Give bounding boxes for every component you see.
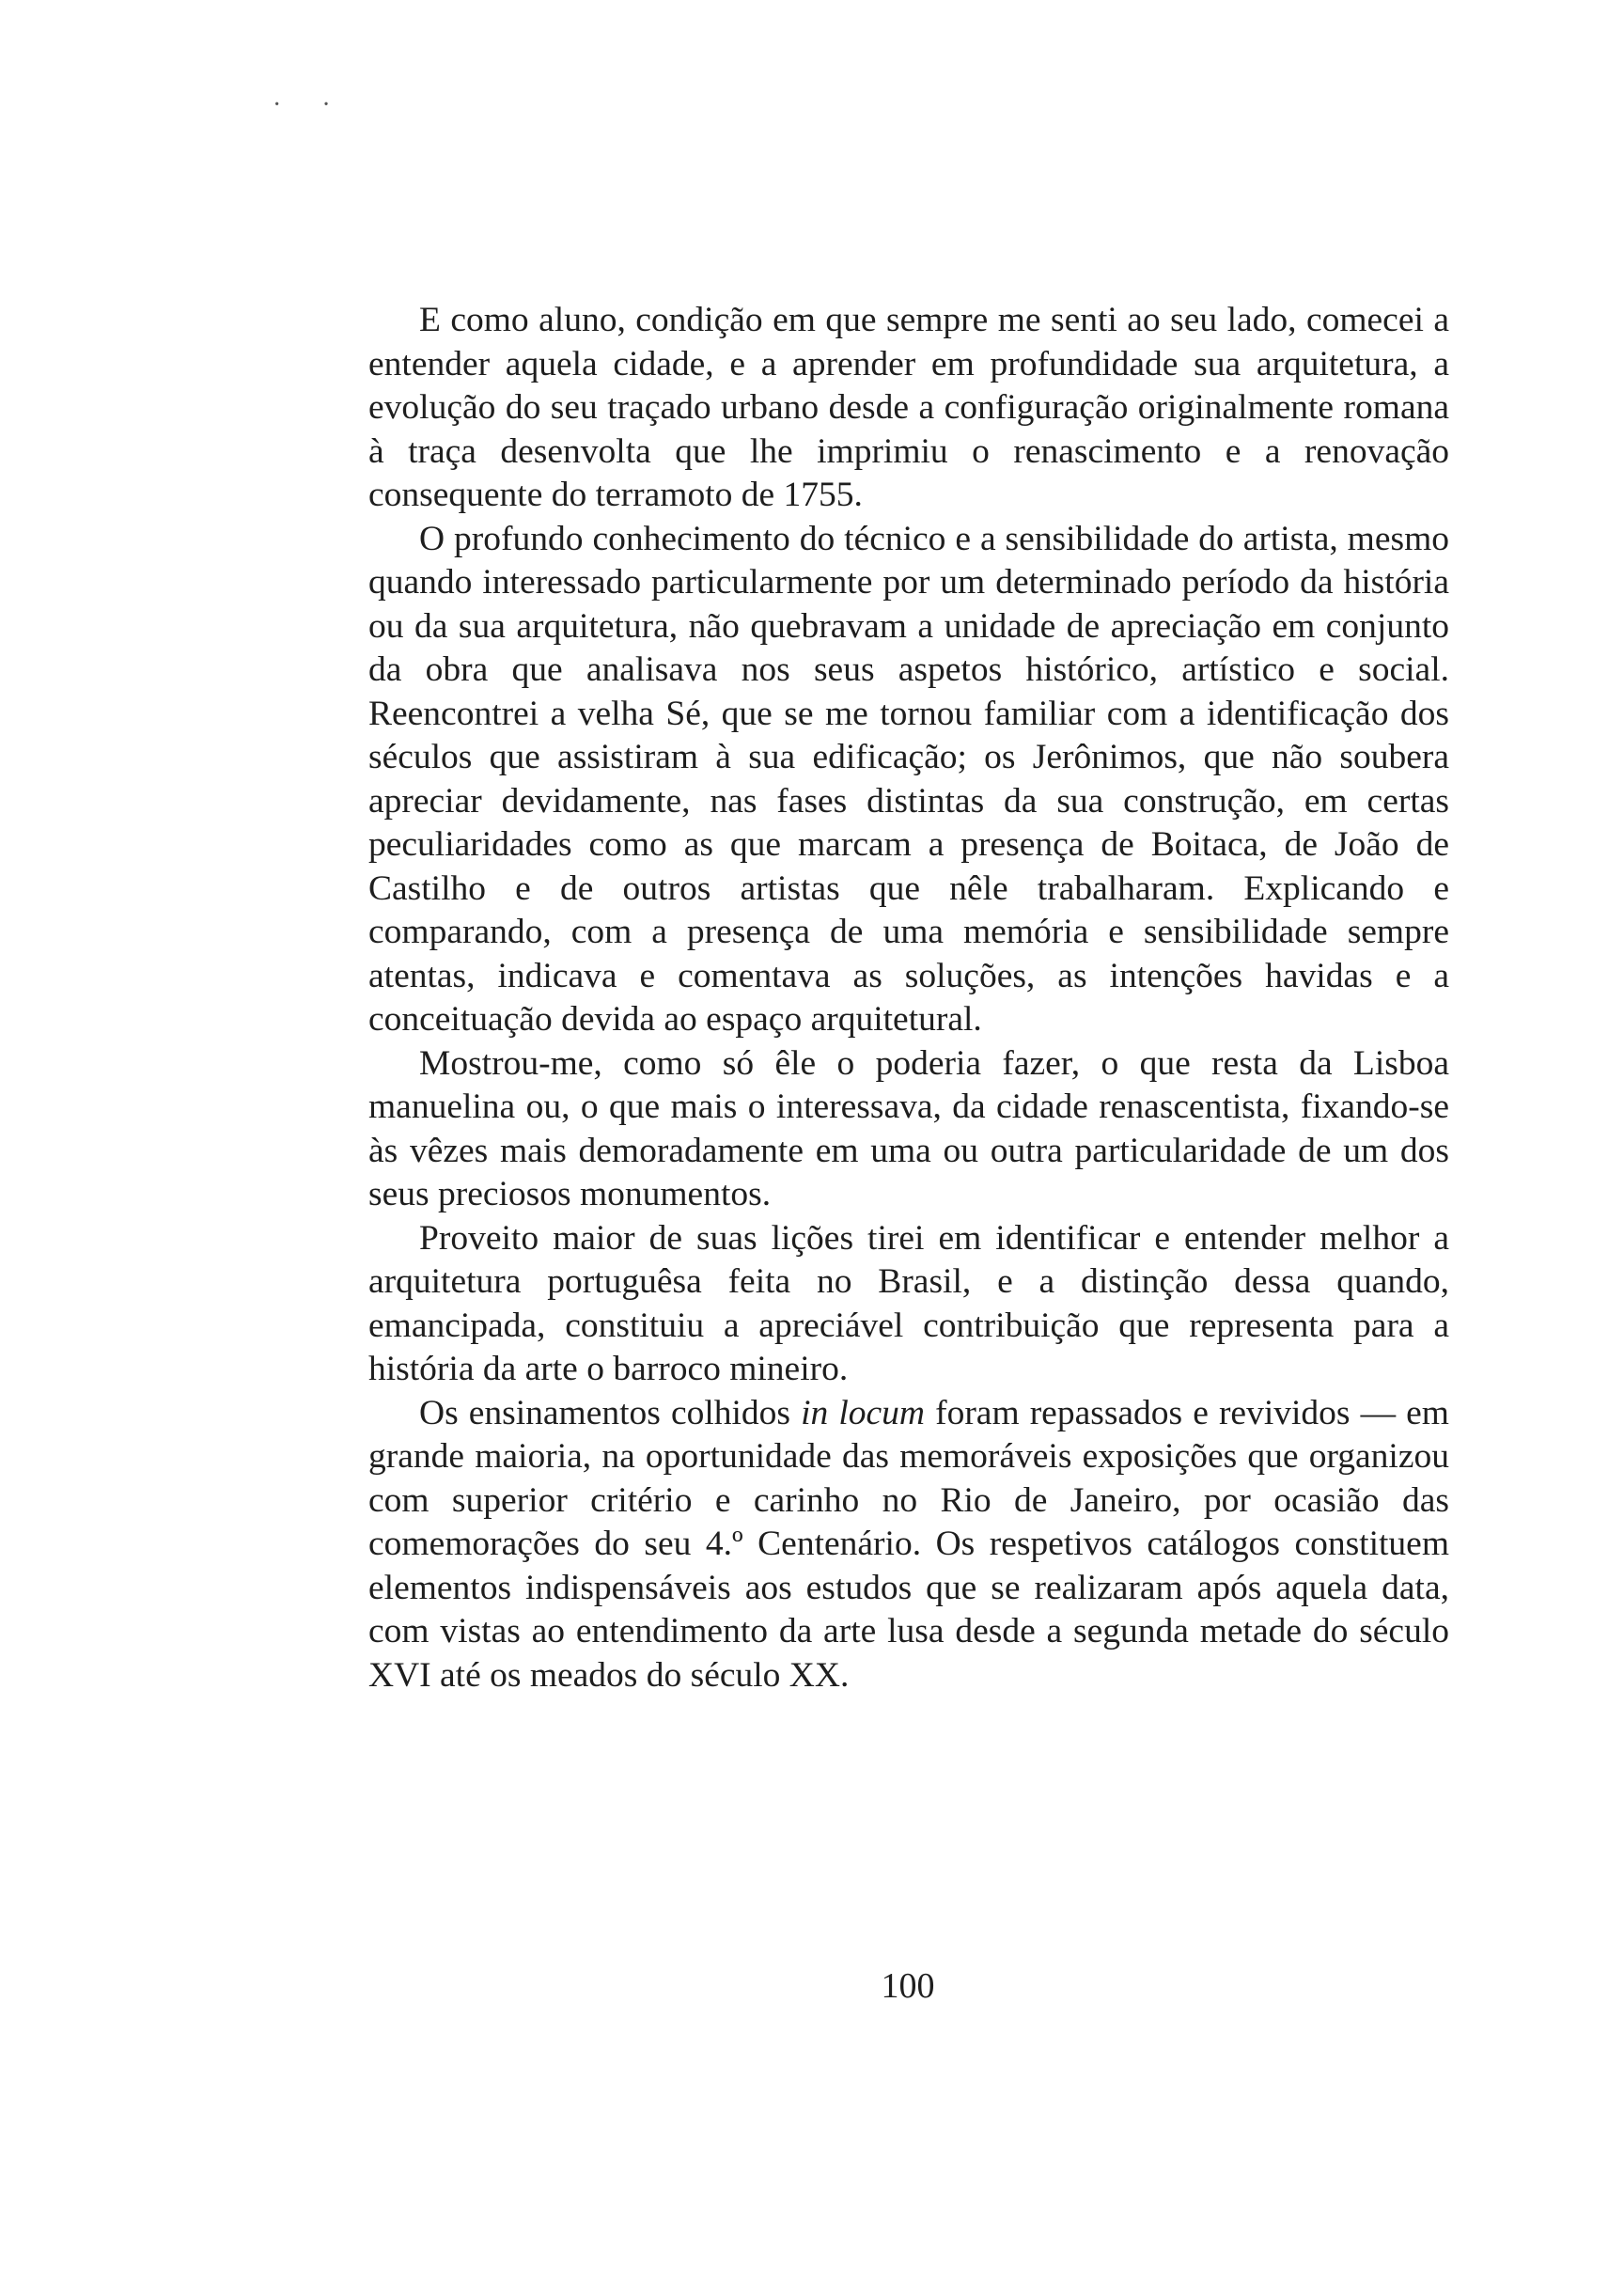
- scan-specks: · ·: [273, 90, 348, 119]
- paragraph-3: Mostrou-me, como só êle o poderia fazer, o que resta da Lisboa manuelina ou, o que mais o interessava, da cidade renascentista, fixando-se às vêzes mais demoradamente em uma ou outra particularidade de um dos seus preciosos monumentos.: [368, 1043, 1449, 1213]
- paragraph-5-after: foram repassados e revividos — em grande maioria, na oportunidade das memoráveis exposições que organizou com superior critério e carinho no Rio de Janeiro, por ocasião das comemorações do seu 4.º Centenário. Os respetivos catálogos constituem elementos indispensáveis aos estudos que se realizaram após aquela data, com vistas ao entendimento da arte lusa desde a segunda metade do século XVI até os meados do século XX.: [368, 1393, 1449, 1695]
- paragraph-5-before: Os ensinamentos colhidos: [419, 1393, 791, 1432]
- body-text: [368, 299, 1449, 1697]
- paragraph-4: Proveito maior de suas lições tirei em identificar e entender melhor a arquitetura portuguêsa feita no Brasil, e a distinção dessa quando, emancipada, constituiu a apreciável contribuição que representa para a história da arte o barroco mineiro.: [368, 1218, 1449, 1388]
- paragraph-1: E como aluno, condição em que sempre me senti ao seu lado, comecei a entender aquela cidade, e a aprender em profundidade sua arquitetura, a evolução do seu traçado urbano desde a configuração originalmente romana à traça desenvolta que lhe imprimiu o renascimento e a renovação consequente do terramoto de 1755.: [368, 301, 1449, 514]
- paragraph-5: [368, 1392, 1449, 1698]
- paragraph-2: O profundo conhecimento do técnico e a sensibilidade do artista, mesmo quando interessado particularmente por um determinado período da história ou da sua arquitetura, não quebravam a unidade de apreciação em conjunto da obra que analisava nos seus aspetos histórico, artístico e social. Reencontrei a velha Sé, que se me tornou familiar com a identificação dos séculos que assistiram à sua edificação; os Jerônimos, que não soubera apreciar devidamente, nas fases distintas da sua construção, em certas peculiaridades como as que marcam a presença de Boitaca, de João de Castilho e de outros artistas que nêle trabalharam. Explicando e comparando, com a presença de uma memória e sensibilidade sempre atentas, indicava e comentava as soluções, as intenções havidas e a conceituação devida ao espaço arquitetural.: [368, 519, 1449, 1039]
- page-number: 100: [881, 1966, 935, 2006]
- paragraph-5-italic: in locum: [801, 1393, 925, 1432]
